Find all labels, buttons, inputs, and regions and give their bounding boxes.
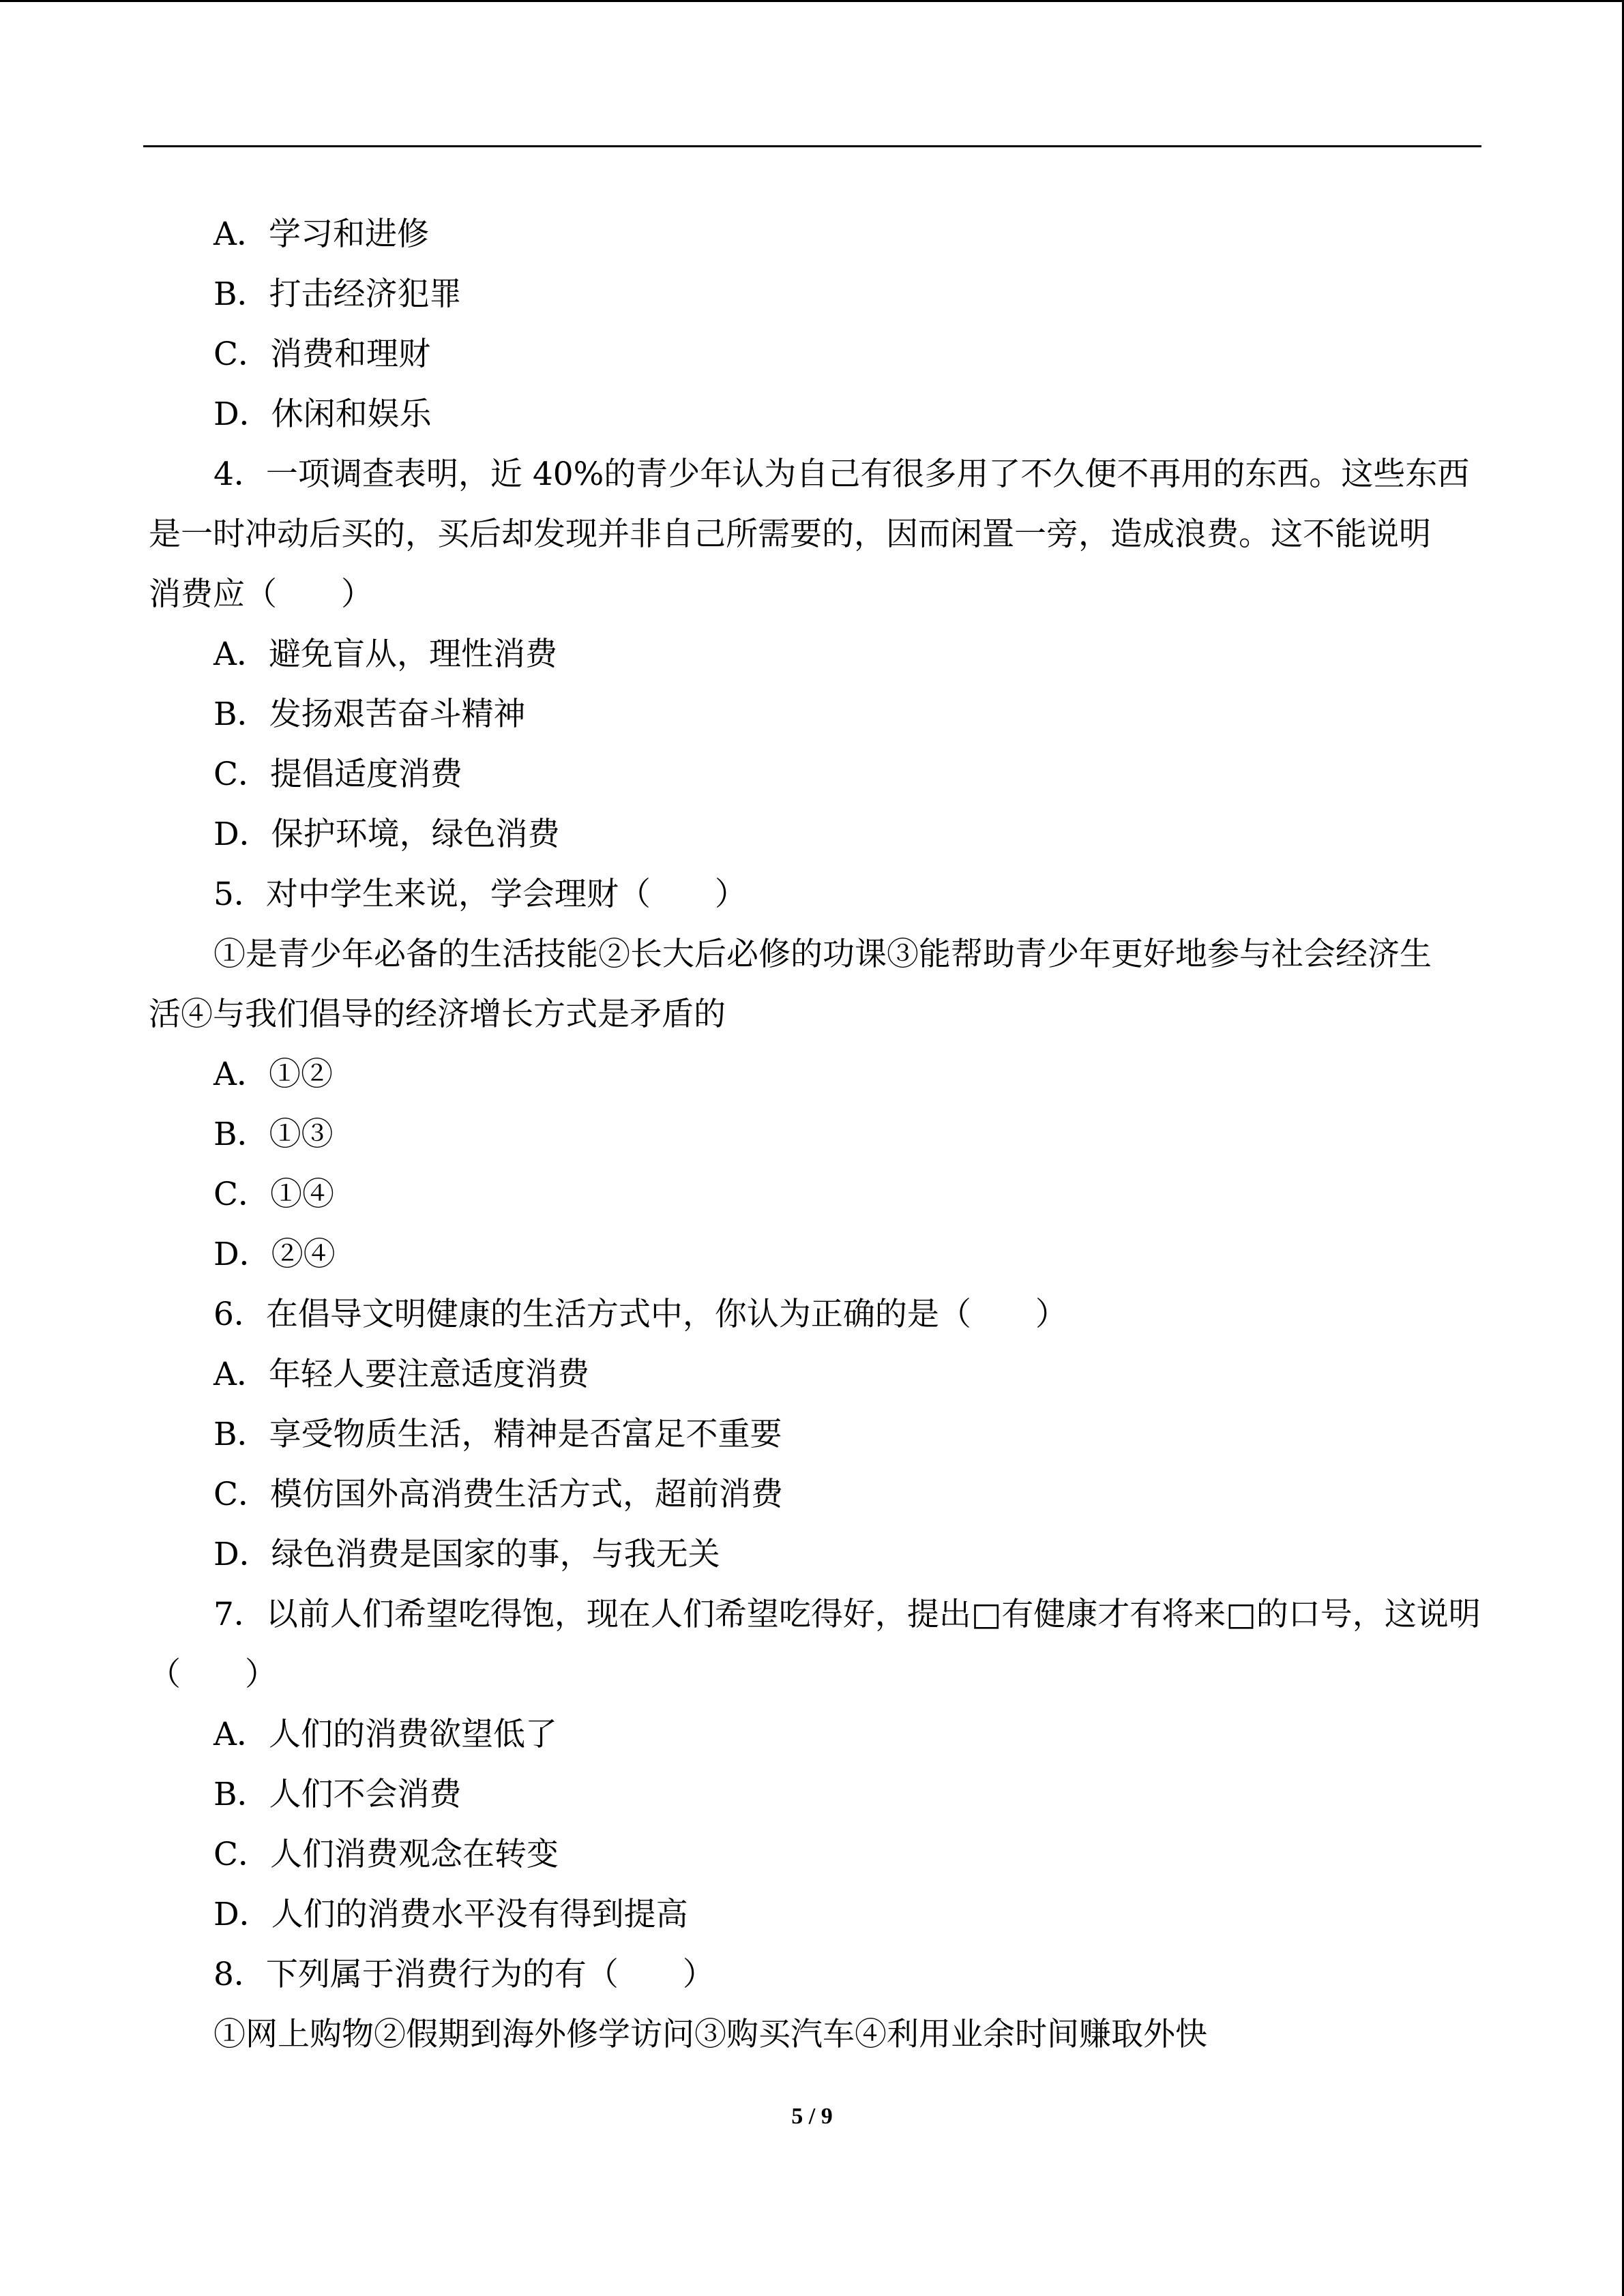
page-number: 5 / 9: [791, 2104, 833, 2129]
text-line: （ ）: [149, 1656, 277, 1693]
text-line: A．年轻人要注意适度消费: [213, 1356, 589, 1393]
text-line: 活④与我们倡导的经济增长方式是矛盾的: [149, 996, 726, 1033]
text-line: ①是青少年必备的生活技能②长大后必修的功课③能帮助青少年更好地参与社会经济生: [213, 936, 1432, 973]
text-line: A．学习和进修: [213, 215, 429, 253]
text-line: 6．在倡导文明健康的生活方式中，你认为正确的是（ ）: [213, 1296, 1067, 1333]
text-line: 4．一项调查表明，近 40%的青少年认为自己有很多用了不久便不再用的东西。这些东西: [213, 456, 1470, 493]
text-line: C．①④: [213, 1176, 334, 1213]
text-line: D．保护环境，绿色消费: [213, 816, 560, 853]
text-line: C．消费和理财: [213, 336, 430, 373]
header-rule: [143, 145, 1481, 147]
text-line: D．休闲和娱乐: [213, 396, 432, 433]
text-line: 是一时冲动后买的，买后却发现并非自己所需要的，因而闲置一旁，造成浪费。这不能说明: [149, 516, 1431, 553]
text-line: 消费应（ ）: [149, 576, 373, 613]
text-line: D．人们的消费水平没有得到提高: [213, 1896, 688, 1933]
text-line: B．发扬艰苦奋斗精神: [213, 696, 526, 733]
text-line: B．人们不会消费: [213, 1776, 462, 1813]
text-line: C．人们消费观念在转变: [213, 1836, 559, 1873]
text-line: 7．以前人们希望吃得饱，现在人们希望吃得好，提出□有健康才有将来□的口号，这说明: [213, 1596, 1481, 1633]
text-line: C．提倡适度消费: [213, 756, 462, 793]
text-line: D．②④: [213, 1236, 336, 1273]
text-line: A．避免盲从，理性消费: [213, 636, 557, 673]
text-line: D．绿色消费是国家的事，与我无关: [213, 1536, 720, 1573]
text-line: A．人们的消费欲望低了: [213, 1716, 557, 1753]
text-line: B．享受物质生活，精神是否富足不重要: [213, 1416, 782, 1453]
text-line: A．①②: [213, 1056, 333, 1093]
text-line: B．①③: [213, 1116, 334, 1153]
text-line: ①网上购物②假期到海外修学访问③购买汽车④利用业余时间赚取外快: [213, 2016, 1207, 2053]
document-body: [149, 205, 1479, 2065]
page-border-top: [0, 0, 1624, 2]
text-line: 8．下列属于消费行为的有（ ）: [213, 1956, 715, 1993]
text-line: B．打击经济犯罪: [213, 275, 462, 313]
text-line: 5．对中学生来说，学会理财（ ）: [213, 876, 747, 913]
text-line: C．模仿国外高消费生活方式，超前消费: [213, 1476, 783, 1513]
